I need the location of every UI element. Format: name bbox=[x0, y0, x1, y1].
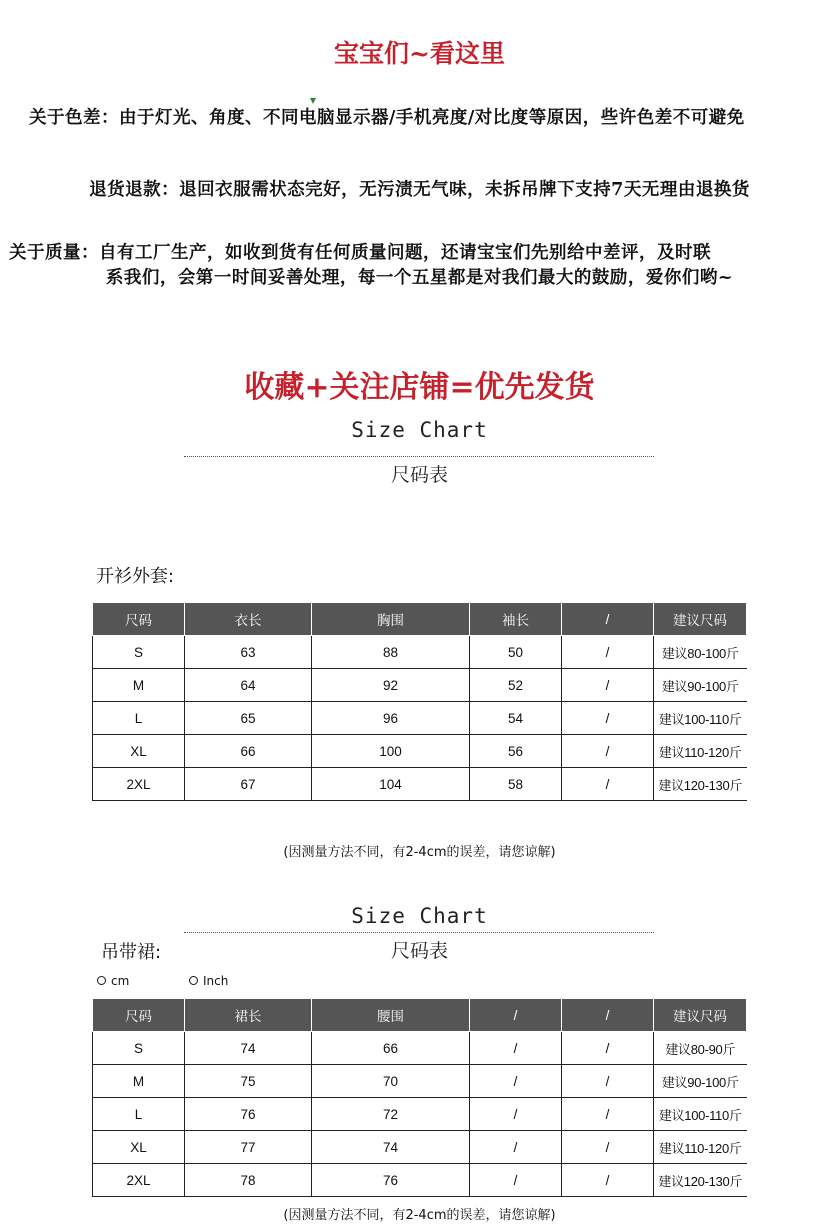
table-cell: 74 bbox=[312, 1131, 470, 1164]
table-row bbox=[93, 735, 747, 768]
table-cell: 96 bbox=[312, 702, 470, 735]
table-cell: 建议110-120斤 bbox=[654, 735, 747, 768]
table-cell: 75 bbox=[185, 1065, 312, 1098]
table-header-row bbox=[93, 603, 747, 636]
table-row bbox=[93, 702, 747, 735]
divider bbox=[184, 932, 654, 933]
notice-return-policy: 退货退款：退回衣服需状态完好，无污渍无气味，未拆吊牌下支持7天无理由退换货 bbox=[89, 180, 750, 200]
table-row bbox=[93, 1164, 747, 1197]
size-chart-title: Size Chart bbox=[351, 904, 488, 928]
table-cell: / bbox=[562, 636, 654, 669]
table-cell: 63 bbox=[185, 636, 312, 669]
table-cell: 92 bbox=[312, 669, 470, 702]
table-cell: M bbox=[93, 669, 185, 702]
size-chart-subtitle: 尺码表 bbox=[390, 464, 448, 486]
table-cell: 54 bbox=[470, 702, 562, 735]
table-row bbox=[93, 1131, 747, 1164]
table-cell: 建议100-110斤 bbox=[654, 702, 747, 735]
table-cell: S bbox=[93, 1032, 185, 1065]
table-cell: / bbox=[562, 735, 654, 768]
section-label-slip-dress: 吊带裙: bbox=[101, 942, 162, 963]
table-cell: / bbox=[562, 1164, 654, 1197]
table-cell: 2XL bbox=[93, 768, 185, 801]
table-cell: 建议90-100斤 bbox=[654, 669, 747, 702]
table-cell: 52 bbox=[470, 669, 562, 702]
table-cell: / bbox=[470, 1131, 562, 1164]
table-cell: XL bbox=[93, 735, 185, 768]
table-cell: 72 bbox=[312, 1098, 470, 1131]
unit-option-label: cm bbox=[111, 974, 130, 988]
column-header: 建议尺码 bbox=[654, 999, 747, 1032]
table-cell: 建议120-130斤 bbox=[654, 1164, 747, 1197]
table-cell: 77 bbox=[185, 1131, 312, 1164]
size-table-cardigan bbox=[92, 602, 747, 801]
table-header-row bbox=[93, 999, 747, 1032]
table-cell: / bbox=[470, 1065, 562, 1098]
table-cell: 建议90-100斤 bbox=[654, 1065, 747, 1098]
table-cell: 66 bbox=[185, 735, 312, 768]
unit-option-label: Inch bbox=[203, 974, 229, 988]
table-cell: 104 bbox=[312, 768, 470, 801]
header-title: 宝宝们~看这里 bbox=[334, 39, 505, 68]
table-cell: 50 bbox=[470, 636, 562, 669]
table-cell: 76 bbox=[312, 1164, 470, 1197]
table-cell: 建议80-90斤 bbox=[654, 1032, 747, 1065]
size-table-slip-dress bbox=[92, 998, 747, 1197]
table-cell: 74 bbox=[185, 1032, 312, 1065]
table-cell: 67 bbox=[185, 768, 312, 801]
notice-quality-line2: 系我们，会第一时间妥善处理，每一个五星都是对我们最大的鼓励，爱你们哟~ bbox=[105, 268, 734, 288]
table-row bbox=[93, 1032, 747, 1065]
column-header: 尺码 bbox=[93, 999, 185, 1032]
table-cell: 76 bbox=[185, 1098, 312, 1131]
column-header: 袖长 bbox=[470, 603, 562, 636]
table-cell: / bbox=[470, 1032, 562, 1065]
table-row bbox=[93, 768, 747, 801]
divider bbox=[184, 456, 654, 457]
table-cell: / bbox=[562, 669, 654, 702]
size-chart-subtitle: 尺码表 bbox=[390, 940, 448, 962]
table-cell: 2XL bbox=[93, 1164, 185, 1197]
table-cell: 建议110-120斤 bbox=[654, 1131, 747, 1164]
column-header: 尺码 bbox=[93, 603, 185, 636]
table-cell: 66 bbox=[312, 1032, 470, 1065]
column-header: 建议尺码 bbox=[654, 603, 747, 636]
unit-option-cm[interactable] bbox=[97, 974, 129, 988]
table-cell: / bbox=[470, 1164, 562, 1197]
notice-color-difference: 关于色差：由于灯光、角度、不同电脑显示器/手机亮度/对比度等原因，些许色差不可避免 bbox=[29, 108, 745, 128]
table-cell: 78 bbox=[185, 1164, 312, 1197]
table-cell: / bbox=[562, 768, 654, 801]
column-header: / bbox=[562, 603, 654, 636]
table-cell: 56 bbox=[470, 735, 562, 768]
radio-icon bbox=[189, 976, 198, 985]
measurement-note: (因测量方法不同，有2-4cm的误差，请您谅解) bbox=[283, 845, 556, 860]
table-cell: 64 bbox=[185, 669, 312, 702]
table-cell: / bbox=[562, 702, 654, 735]
table-cell: / bbox=[562, 1065, 654, 1098]
notice-quality-line1: 关于质量：自有工厂生产，如收到货有任何质量问题，还请宝宝们先别给中差评，及时联 bbox=[9, 243, 711, 263]
size-chart-title: Size Chart bbox=[351, 418, 488, 442]
table-cell: L bbox=[93, 702, 185, 735]
table-cell: 88 bbox=[312, 636, 470, 669]
table-row bbox=[93, 636, 747, 669]
column-header: 腰围 bbox=[312, 999, 470, 1032]
table-cell: / bbox=[470, 1098, 562, 1131]
table-cell: 65 bbox=[185, 702, 312, 735]
table-row bbox=[93, 1098, 747, 1131]
column-header: 裙长 bbox=[185, 999, 312, 1032]
column-header: / bbox=[562, 999, 654, 1032]
table-cell: / bbox=[562, 1131, 654, 1164]
table-cell: M bbox=[93, 1065, 185, 1098]
table-cell: 建议100-110斤 bbox=[654, 1098, 747, 1131]
table-cell: / bbox=[562, 1032, 654, 1065]
promo-banner: 收藏+关注店铺=优先发货 bbox=[244, 370, 595, 405]
table-cell: XL bbox=[93, 1131, 185, 1164]
radio-icon bbox=[97, 976, 106, 985]
section-label-cardigan: 开衫外套: bbox=[96, 566, 175, 587]
table-row bbox=[93, 1065, 747, 1098]
table-cell: S bbox=[93, 636, 185, 669]
table-cell: 建议120-130斤 bbox=[654, 768, 747, 801]
column-header: 胸围 bbox=[312, 603, 470, 636]
column-header: / bbox=[470, 999, 562, 1032]
measurement-note: (因测量方法不同，有2-4cm的误差，请您谅解) bbox=[283, 1208, 556, 1223]
unit-option-inch[interactable] bbox=[189, 974, 228, 988]
table-cell: 70 bbox=[312, 1065, 470, 1098]
table-cell: 建议80-100斤 bbox=[654, 636, 747, 669]
column-header: 衣长 bbox=[185, 603, 312, 636]
table-cell: 58 bbox=[470, 768, 562, 801]
table-row bbox=[93, 669, 747, 702]
table-cell: L bbox=[93, 1098, 185, 1131]
table-cell: / bbox=[562, 1098, 654, 1131]
table-cell: 100 bbox=[312, 735, 470, 768]
